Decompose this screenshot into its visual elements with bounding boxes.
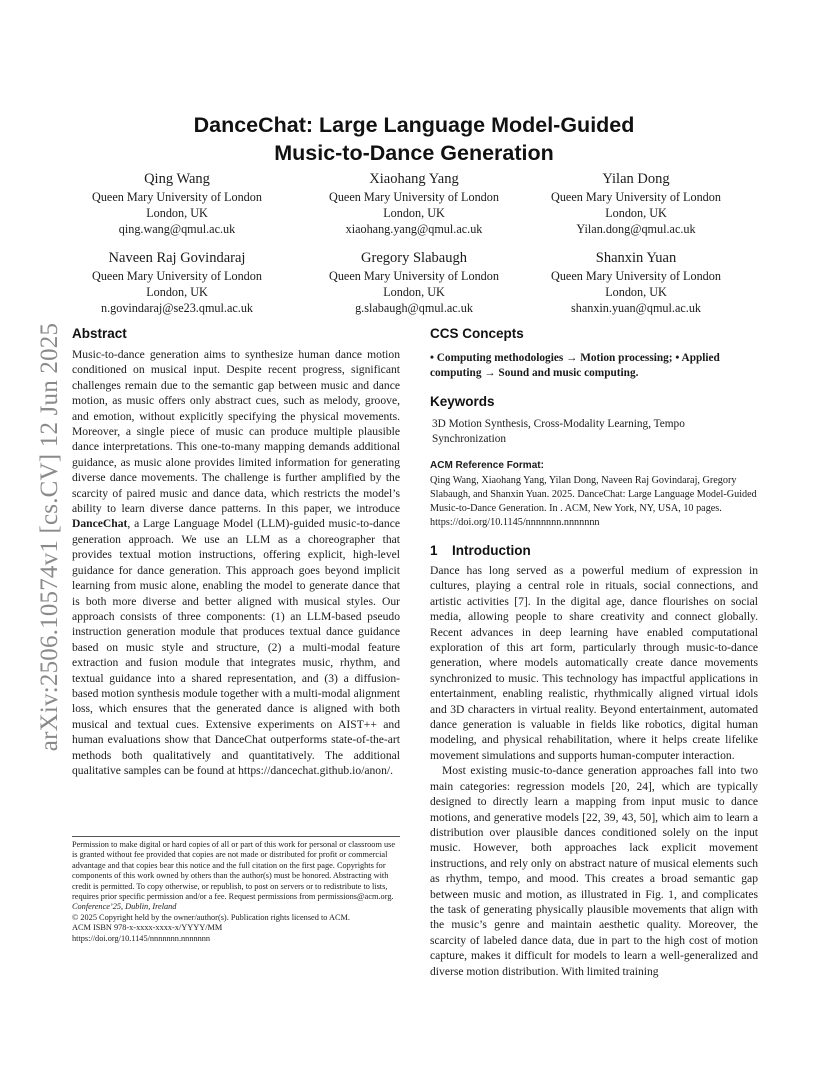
copyright-footnote bbox=[72, 836, 400, 944]
method-name: DanceChat bbox=[72, 517, 128, 531]
paper-title-line-2: Music-to-Dance Generation bbox=[274, 141, 554, 165]
right-column bbox=[430, 325, 758, 979]
author-block bbox=[294, 170, 534, 237]
copyright-line: © 2025 Copyright held by the owner/author(s). Publication rights licensed to ACM. bbox=[72, 912, 350, 922]
arxiv-identifier-stamp: arXiv:2506.10574v1 [cs.CV] 12 Jun 2025 bbox=[36, 322, 63, 752]
author-block bbox=[516, 170, 756, 237]
author-location: London, UK bbox=[383, 285, 445, 299]
author-email[interactable]: xiaohang.yang@qmul.ac.uk bbox=[345, 222, 483, 236]
author-name: Qing Wang bbox=[144, 171, 210, 187]
abstract-body bbox=[72, 347, 400, 778]
keywords-list: 3D Motion Synthesis, Cross-Modality Learning, Tempo Synchronization bbox=[432, 418, 685, 445]
author-location: London, UK bbox=[383, 206, 445, 220]
introduction-paragraph-2: Most existing music-to-dance generation approaches fall into two main categories: regression models [20, 24], which are typically designed to directly learn a mapping from input music to dance motions, and generative models [22, 39, 43, 50], which aim to learn a distribution over plausible dances conditioned solely on the input music. However, both approaches lack explicit movement instructions, and rely only on abstract nature of musical elements such as rhythm, tempo, and mood. This creates a broad semantic gap between music and motion, as illustrated in Fig. 1, and complicates the task of generating physically plausible movements that align with the music’s genre and maintain aesthetic quality. Moreover, the scarcity of labeled dance data, due in part to the high cost of motion capture, makes it difficult for models to learn a well-generalized and diverse motion distribution. With limited training bbox=[430, 764, 758, 978]
author-email[interactable]: Yilan.dong@qmul.ac.uk bbox=[576, 222, 696, 236]
author-block bbox=[294, 249, 534, 316]
author-name: Shanxin Yuan bbox=[595, 250, 677, 266]
acm-reference-heading: ACM Reference Format: bbox=[430, 460, 544, 471]
doi-link[interactable]: https://doi.org/10.1145/nnnnnnn.nnnnnnn bbox=[72, 933, 211, 943]
ccs-concepts: • Computing methodologies → Motion processing; • Applied computing → Sound and music computing. bbox=[430, 352, 720, 379]
author-location: London, UK bbox=[605, 206, 667, 220]
introduction-heading bbox=[430, 542, 758, 560]
author-name: Xiaohang Yang bbox=[369, 171, 459, 187]
author-email[interactable]: n.govindaraj@se23.qmul.ac.uk bbox=[100, 301, 254, 315]
introduction-paragraph-1: Dance has long served as a powerful medium of expression in cultures, playing a central role in rituals, social connections, and artistic activities [7]. In the digital age, dance flourishes on social media, allowing people to share creativity and connect globally. Recent advances in deep learning have enabled computational exploration of this art form, particularly through music-to-dance generation, where models automatically create dance movements synchronized to music. This technology has impactful applications in entertainment, enabling realistic, rhythmically aligned virtual idols and 3D characters in virtual reality. Beyond entertainment, automated dance generation is valuable in fields like robotics, digital human modeling, and physical rehabilitation, where it helps create lifelike movement simulations and supports human-computer interaction. bbox=[430, 564, 758, 762]
author-name: Yilan Dong bbox=[602, 171, 670, 187]
abstract-heading: Abstract bbox=[72, 326, 127, 341]
isbn-line: ACM ISBN 978-x-xxxx-xxxx-x/YYYY/MM bbox=[72, 923, 223, 933]
abstract-text-start: Music-to-dance generation aims to synthesize human dance motion conditioned on musical input. Despite recent progress, significant challenges remain due to the semantic gap between music and dance motion, as music offers only abstract cues, such as melody, groove, and emotion, without explicitly specifying the physical movements. Moreover, a single piece of music can produce multiple plausible dance interpretations. This one-to-many mapping demands additional guidance, as music alone provides limited information for generating diverse dance movements. The challenge is further amplified by the scarcity of paired music and dance data, which restricts the model’s ability to learn diverse dance patterns. In this paper, we introduce bbox=[72, 348, 400, 516]
author-affiliation: Queen Mary University of London bbox=[329, 190, 499, 204]
author-affiliation: Queen Mary University of London bbox=[551, 190, 721, 204]
author-affiliation: Queen Mary University of London bbox=[329, 269, 499, 283]
abstract-section bbox=[72, 325, 400, 778]
keywords-heading: Keywords bbox=[430, 394, 495, 409]
author-affiliation: Queen Mary University of London bbox=[92, 269, 262, 283]
permission-notice: Permission to make digital or hard copies of all or part of this work for personal or classroom use is granted without fee provided that copies are not made or distributed for profit or commercial advantage and that copies bear this notice and the full citation on the first page. Copyrights for components of this work owned by others than the author(s) must be honored. Abstracting with credit is permitted. To copy otherwise, or republish, to post on servers or to redistribute to lists, requires prior specific permission and/or a fee. Request permissions from permissions@acm.org. bbox=[72, 840, 396, 902]
author-location: London, UK bbox=[146, 206, 208, 220]
acm-reference-text: Qing Wang, Xiaohang Yang, Yilan Dong, Naveen Raj Govindaraj, Gregory Slabaugh, and Shanxin Yuan. 2025. DanceChat: Large Language Model-Guided Music-to-Dance Generation. In . ACM, New York, NY, USA, 10 pages. https://doi.org/10.1145/nnnnnnn.nnnnnnn bbox=[430, 475, 757, 528]
author-email[interactable]: qing.wang@qmul.ac.uk bbox=[118, 222, 236, 236]
author-block bbox=[57, 170, 297, 237]
author-block bbox=[516, 249, 756, 316]
ccs-heading: CCS Concepts bbox=[430, 326, 524, 341]
paper-title-line-1: DanceChat: Large Language Model-Guided bbox=[193, 113, 635, 137]
paper-title bbox=[0, 111, 828, 167]
author-location: London, UK bbox=[605, 285, 667, 299]
author-affiliation: Queen Mary University of London bbox=[551, 269, 721, 283]
abstract-text-end: , a Large Language Model (LLM)-guided music-to-dance generation approach. We use an LLM as a choreographer that provides textual motion instructions, offering explicit, high-level guidance for dance generation. This approach goes beyond implicit learning from music alone, enabling the model to generate dance that is both more diverse and better aligned with musical styles. Our approach consists of three components: (1) an LLM-based pseudo instruction generation module that produces textual dance guidance based on music style and structure, (2) a multi-modal feature extraction and fusion module that integrates music, rhythm, and textual guidance into a shared representation, and (3) a diffusion-based motion synthesis module together with a multi-modal alignment loss, which ensures that the generated dance is aligned with both musical and textual cues. Extensive experiments on AIST++ and human evaluations show that DanceChat outperforms state-of-the-art methods both qualitatively and quantitatively. The additional qualitative samples can be found at https://dancechat.github.io/anon/. bbox=[72, 517, 400, 777]
section-number: 1 bbox=[430, 543, 438, 558]
conference-info: Conference’25, Dublin, Ireland bbox=[72, 902, 177, 912]
author-block bbox=[57, 249, 297, 316]
author-name: Gregory Slabaugh bbox=[361, 250, 467, 266]
author-email[interactable]: g.slabaugh@qmul.ac.uk bbox=[355, 301, 473, 315]
author-email[interactable]: shanxin.yuan@qmul.ac.uk bbox=[570, 301, 702, 315]
author-affiliation: Queen Mary University of London bbox=[92, 190, 262, 204]
section-title: Introduction bbox=[452, 543, 531, 558]
author-location: London, UK bbox=[146, 285, 208, 299]
author-name: Naveen Raj Govindaraj bbox=[108, 250, 246, 266]
